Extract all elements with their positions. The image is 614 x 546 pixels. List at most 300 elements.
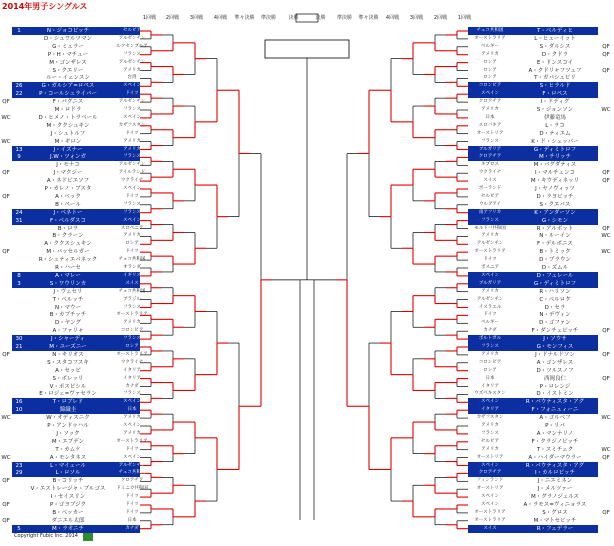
copyright-text: Copyright Fubic Inc. 2014: [14, 533, 78, 539]
player-row: [468, 501, 598, 509]
seed-number: 22: [15, 91, 23, 98]
player-name: R・フェデラー: [536, 525, 574, 532]
player-name: S・ワウリンカ: [49, 280, 87, 287]
player-name: P・ロレンジ: [539, 383, 571, 390]
player-row: [12, 122, 146, 130]
player-name: E・ロジェ=ヴァセラン: [39, 391, 97, 398]
seed-number: 25: [603, 470, 611, 477]
player-row: [468, 90, 611, 98]
seed-number: 4: [605, 272, 609, 279]
player-nationality: フランス: [481, 344, 499, 349]
player-row: [468, 67, 598, 75]
player-nationality: イタリア: [123, 375, 141, 381]
player-row: [12, 509, 140, 517]
player-name: M・ククシュキン: [46, 122, 90, 129]
player-row: [468, 225, 598, 233]
player-name: L・ロソル: [55, 470, 81, 477]
player-name: I・マルチェンコ: [535, 170, 575, 177]
player-name: A・セッピ: [55, 367, 81, 374]
player-nationality: フランス: [123, 201, 141, 207]
player-name: S・ヒラルド: [539, 83, 571, 90]
player-name: S・グロス: [542, 509, 568, 516]
player-row: [468, 169, 598, 177]
player-row: [12, 114, 140, 122]
player-nationality: コロンビア: [478, 83, 502, 89]
player-nationality: ドイツ: [483, 257, 497, 263]
player-nationality: アイルランド: [118, 170, 146, 176]
player-name: T・ガバシュビリ: [534, 75, 576, 82]
player-row: [468, 311, 598, 319]
player-row: [12, 398, 140, 406]
player-nationality: ベルギー: [481, 43, 499, 49]
player-row: [468, 201, 598, 209]
player-row: [468, 193, 598, 201]
player-nationality: カナダ: [125, 383, 139, 389]
player-name: P・H・マチュー: [47, 51, 89, 58]
player-nationality: ドイツ: [125, 446, 139, 452]
player-nationality: スペイン: [481, 399, 499, 405]
player-name: A・クドリャフツェフ: [528, 67, 582, 74]
player-row: [468, 256, 598, 264]
player-name: G・ガルシア=ロペス: [41, 83, 95, 90]
player-name: F・バグニス: [52, 99, 84, 106]
player-name: E・ドンスコイ: [536, 59, 574, 66]
player-name: M・キウディネッリ: [530, 178, 580, 185]
player-row: [12, 390, 140, 398]
player-row: [12, 98, 146, 106]
player-nationality: クロアチア: [478, 99, 502, 105]
player-row: [468, 217, 611, 225]
player-nationality: ドイツ: [483, 312, 497, 318]
player-row: [12, 51, 140, 59]
player-name: B・ペール: [55, 201, 81, 208]
round-header-left: 1回戦: [142, 15, 157, 21]
player-row: [468, 343, 611, 351]
player-name: D・ズムル: [541, 265, 569, 271]
player-nationality: ドミニカ共和国: [116, 486, 148, 492]
player-name: T・ロブレド: [52, 399, 84, 406]
player-nationality: チェコ共和国: [118, 288, 146, 294]
player-row: [468, 430, 598, 438]
player-nationality: ドイツ: [125, 130, 139, 136]
player-row: [468, 232, 598, 240]
player-row: [12, 225, 144, 233]
player-name: P・カレノ・ブスタ: [44, 186, 92, 192]
player-nationality: ポーランド: [478, 186, 502, 191]
player-name: M・ユーズニー: [49, 344, 87, 350]
player-row: [468, 185, 598, 193]
entry-code: WC: [601, 233, 611, 240]
player-row: [468, 272, 609, 280]
player-row: [12, 280, 140, 288]
player-row: [468, 509, 598, 517]
player-name: M・チリッチ: [538, 154, 572, 161]
player-name: N・ルーイン: [539, 233, 571, 240]
player-nationality: アルゼンチン: [476, 296, 504, 302]
round-header-left: 2回戦: [165, 15, 180, 21]
player-nationality: フランス: [123, 304, 141, 310]
player-nationality: セルビア: [123, 28, 141, 33]
player-nationality: スペイン: [123, 83, 141, 89]
player-name: N・キリオス: [52, 351, 84, 358]
player-row: [12, 209, 140, 217]
player-nationality: アメリカ: [123, 67, 141, 73]
player-name: D・ヤング: [54, 320, 82, 327]
player-row: [468, 398, 611, 406]
player-row: [12, 493, 140, 501]
player-nationality: チェコ共和国: [118, 257, 146, 263]
player-name: M・ラオニチ: [51, 525, 85, 532]
player-name: J.W・ツォンガ: [49, 154, 87, 161]
player-nationality: イタリア: [123, 367, 141, 373]
entry-code: WC: [601, 249, 611, 256]
seed-number: 3: [17, 280, 21, 287]
player-nationality: アメリカ: [481, 107, 499, 112]
player-name: C・ベルロク: [539, 296, 571, 303]
player-nationality: アルゼンチン: [118, 99, 146, 105]
player-name: B・トミック: [539, 249, 571, 256]
player-row: [468, 264, 598, 272]
player-row: [468, 375, 598, 383]
player-row: [12, 485, 148, 493]
player-nationality: フランス: [481, 217, 499, 223]
round-header-left: 4回戦: [213, 15, 228, 21]
player-nationality: フランス: [123, 154, 141, 160]
entry-code: QF: [2, 502, 10, 508]
player-row: [468, 209, 611, 217]
player-nationality: アメリカ: [481, 423, 499, 428]
player-row: [12, 477, 144, 485]
player-row: [12, 74, 140, 82]
player-name: I・カルロビッチ: [535, 470, 575, 477]
player-name: J・シャーディ: [50, 336, 86, 343]
player-nationality: イスラエル: [478, 304, 502, 310]
player-row: [12, 248, 140, 256]
player-name: D・イストミン: [536, 391, 574, 398]
player-name: P・ゴヨブジク: [50, 502, 86, 508]
player-row: [12, 296, 140, 304]
player-nationality: ポルトガル: [478, 336, 502, 342]
player-nationality: 日本: [485, 375, 495, 381]
player-name: M・ロドラ: [54, 107, 82, 113]
player-nationality: アメリカ: [123, 430, 141, 436]
entry-code: QF: [2, 170, 10, 177]
player-name: J・ヤノヴィッツ: [535, 186, 575, 192]
player-name: T・カムケ: [55, 446, 81, 453]
player-nationality: イタリア: [481, 407, 499, 413]
player-nationality: ブラジル: [123, 296, 141, 302]
player-row: [468, 359, 598, 367]
player-row: [468, 383, 598, 391]
player-name: F・フォニュィーニ: [531, 407, 579, 414]
player-name: D・ツルスノフ: [536, 367, 574, 374]
player-nationality: カザフスタン: [476, 415, 504, 421]
player-nationality: フランス: [123, 209, 141, 215]
player-nationality: スイス: [125, 280, 139, 286]
player-row: [468, 114, 598, 122]
seed-number: 30: [15, 336, 23, 343]
player-nationality: コロンビア: [120, 328, 144, 334]
player-row: [12, 462, 146, 470]
player-row: [12, 351, 148, 359]
seed-number: 2: [605, 525, 609, 532]
player-name: R・アルボット: [536, 225, 574, 232]
player-row: [12, 304, 140, 312]
player-row: [468, 122, 598, 130]
player-row: [12, 335, 140, 343]
player-name: A・モンタネス: [49, 454, 87, 461]
player-name: B・ロラ: [57, 225, 79, 232]
player-row: [468, 296, 598, 304]
player-row: [468, 485, 598, 493]
player-nationality: アメリカ: [123, 138, 141, 144]
player-row: [468, 517, 598, 525]
player-name: A・ゴンザレス: [536, 359, 574, 366]
player-name: S・ボレッリ: [52, 375, 84, 382]
player-name: G・ミュラー: [52, 43, 84, 50]
player-nationality: ドイツ: [125, 494, 139, 500]
player-row: [12, 82, 140, 90]
player-name: 錦織圭: [59, 407, 77, 414]
round-header-right: 4回戦: [385, 15, 400, 21]
player-nationality: ロシア: [125, 241, 139, 247]
player-row: [468, 51, 598, 59]
player-nationality: フランス: [481, 138, 499, 144]
player-nationality: フランス: [481, 430, 499, 436]
player-nationality: 日本: [485, 114, 495, 120]
player-name: M・バッセルガー: [46, 249, 90, 256]
seed-number: 19: [603, 91, 611, 98]
entry-code: QF: [602, 43, 610, 50]
player-name: D・セラ: [544, 304, 566, 311]
player-row: [12, 343, 140, 351]
player-nationality: ロシア: [125, 344, 139, 349]
player-nationality: アメリカ: [481, 351, 499, 357]
player-nationality: ウズベキスタン: [474, 391, 506, 397]
player-nationality: 日本: [127, 407, 137, 413]
player-row: [468, 35, 598, 43]
player-name: A・ベック: [55, 193, 81, 200]
player-row: [12, 67, 140, 75]
seed-number: 10: [15, 407, 23, 414]
player-nationality: ウクライナ: [120, 359, 144, 365]
page-title: 2014年男子シングルス: [2, 2, 88, 11]
player-row: [468, 74, 598, 82]
round-header-right: 準決勝: [336, 15, 352, 21]
player-nationality: フィンランド: [476, 478, 504, 484]
player-row: [12, 430, 140, 438]
player-nationality: 日本: [127, 517, 137, 523]
player-row: [468, 27, 609, 35]
entry-code: QF: [602, 509, 610, 516]
seed-number: 1: [17, 28, 21, 34]
player-nationality: ドイツ: [125, 193, 139, 199]
player-name: M・マトセビッチ: [533, 517, 577, 524]
player-nationality: アメリカ: [123, 415, 141, 421]
player-nationality: アルゼンチン: [118, 35, 146, 41]
player-name: V・エストレージャ・ブルゴス: [30, 486, 106, 493]
player-row: [468, 438, 598, 446]
player-row: [468, 59, 598, 67]
player-nationality: アメリカ: [481, 233, 499, 239]
player-nationality: オーストラリア: [116, 351, 148, 357]
player-row: [468, 414, 598, 422]
player-nationality: チェコ共和国: [118, 470, 146, 476]
player-name: N・デヴィン: [539, 312, 571, 319]
player-row: [12, 375, 140, 383]
player-row: [468, 406, 611, 414]
seed-number: 8: [17, 272, 21, 279]
player-nationality: スイス: [483, 525, 497, 531]
player-nationality: チェコ共和国: [476, 28, 504, 33]
player-row: [12, 288, 146, 296]
seed-number: 31: [15, 217, 23, 224]
player-row: [468, 240, 598, 248]
player-nationality: イギリス: [123, 272, 141, 278]
player-row: [12, 130, 140, 138]
player-nationality: ウルグアイ: [479, 201, 501, 207]
player-row: [468, 493, 598, 501]
player-row: [12, 359, 144, 367]
player-name: 西岡良仁: [543, 375, 566, 382]
player-nationality: ロシア: [483, 67, 497, 73]
player-name: J・ソック: [56, 430, 80, 437]
entry-code: QF: [2, 249, 10, 256]
seed-number: 7: [605, 280, 609, 287]
player-nationality: スペイン: [123, 217, 141, 223]
player-nationality: アルゼンチン: [118, 59, 146, 65]
player-name: F・デルボニス: [537, 241, 573, 248]
seed-number: 14: [603, 154, 611, 161]
player-row: [468, 130, 598, 138]
player-nationality: フランス: [123, 107, 141, 112]
seed-number: 24: [15, 209, 23, 216]
round-header-right: 決勝: [315, 15, 326, 21]
player-nationality: セルビア: [481, 438, 499, 444]
entry-code: WC: [1, 415, 11, 422]
player-row: [468, 146, 611, 154]
player-nationality: アメリカ: [481, 51, 499, 57]
player-nationality: オーストラリア: [474, 517, 506, 523]
player-nationality: モルドバ共和国: [474, 225, 506, 231]
player-name: J・ドナルドソン: [535, 351, 575, 358]
player-nationality: キプロス: [481, 162, 499, 168]
player-nationality: アルゼンチン: [476, 241, 504, 247]
entry-code: WC: [1, 138, 11, 145]
player-name: M・ギロン: [54, 138, 82, 145]
player-row: [12, 35, 146, 43]
player-name: I・セイスリン: [50, 494, 86, 501]
player-row: [12, 43, 148, 51]
player-nationality: オーストラリア: [474, 509, 506, 515]
seed-number: 16: [15, 399, 23, 406]
player-row: [12, 525, 140, 533]
player-row: [12, 177, 144, 185]
player-nationality: スペイン: [123, 186, 141, 191]
player-row: [468, 304, 598, 312]
seed-number: 13: [15, 146, 23, 153]
player-row: [12, 106, 140, 114]
entry-code: QF: [602, 51, 610, 58]
seed-number: 12: [603, 407, 611, 414]
player-nationality: ドイツ: [125, 91, 139, 97]
seed-number: 20: [603, 344, 611, 350]
entry-code: QF: [2, 478, 10, 485]
player-name: S・スタコフスキ: [47, 359, 89, 366]
player-row: [12, 153, 140, 161]
entry-code: WC: [601, 415, 611, 422]
player-nationality: カナダ: [483, 328, 497, 334]
player-row: [468, 335, 611, 343]
player-nationality: ロシア: [483, 75, 497, 81]
player-nationality: アメリカ: [123, 233, 141, 239]
player-nationality: オーストラリア: [116, 312, 148, 318]
player-row: [12, 185, 140, 193]
player-name: D・ラヨビッチ: [536, 193, 574, 200]
player-row: [12, 501, 140, 509]
player-nationality: ドイツ: [125, 502, 139, 507]
player-nationality: スペイン: [123, 454, 141, 460]
player-nationality: ロシア: [483, 59, 497, 65]
player-name: V・ポスピシル: [49, 383, 87, 390]
player-row: [12, 169, 146, 177]
player-name: S・クエバス: [539, 201, 571, 208]
player-row: [468, 367, 598, 375]
player-nationality: スペイン: [123, 399, 141, 405]
player-row: [12, 414, 140, 422]
entry-code: WC: [601, 446, 611, 453]
player-name: S・ジョンソン: [536, 107, 574, 113]
entry-code: QF: [602, 170, 610, 177]
player-nationality: ドイツ: [125, 249, 139, 255]
player-name: N・マウー: [54, 304, 82, 311]
player-row: [12, 272, 140, 280]
player-name: A・ファリャ: [52, 328, 84, 335]
round-header-left: 準決勝: [260, 15, 276, 21]
player-row: [12, 422, 140, 430]
player-row: [12, 367, 140, 375]
player-nationality: 南アフリカ: [478, 209, 502, 215]
player-row: [468, 319, 598, 327]
entry-code: QF: [602, 67, 610, 74]
player-nationality: スペイン: [481, 272, 499, 278]
player-nationality: ブルガリア: [478, 146, 502, 152]
seed-number: 18: [603, 209, 611, 216]
player-nationality: ロシア: [483, 367, 497, 373]
player-nationality: アルゼンチン: [118, 462, 146, 468]
player-nationality: スロベニア: [120, 225, 144, 231]
player-nationality: ウクライナ: [478, 170, 502, 176]
round-header-left: 決勝: [288, 15, 299, 21]
player-name: F・ダンチェビッチ: [531, 328, 579, 335]
player-row: [12, 256, 146, 264]
final-header-box: [296, 14, 318, 22]
player-nationality: オーストリア: [476, 486, 504, 492]
player-row: [468, 327, 598, 335]
player-row: [12, 240, 140, 248]
player-name: B・コリッチ: [52, 478, 84, 485]
round-header-right: 1回戦: [457, 15, 472, 21]
entry-code: QF: [2, 193, 10, 200]
player-row: [468, 469, 611, 477]
player-name: P・コールシュライバー: [39, 91, 97, 98]
seed-number: 9: [17, 154, 21, 161]
player-nationality: オーストリア: [476, 454, 504, 460]
player-name: A・ネドビエソフ: [46, 178, 90, 185]
player-nationality: スペイン: [481, 502, 499, 507]
entry-code: WC: [1, 454, 11, 461]
player-nationality: スイス: [483, 178, 497, 184]
